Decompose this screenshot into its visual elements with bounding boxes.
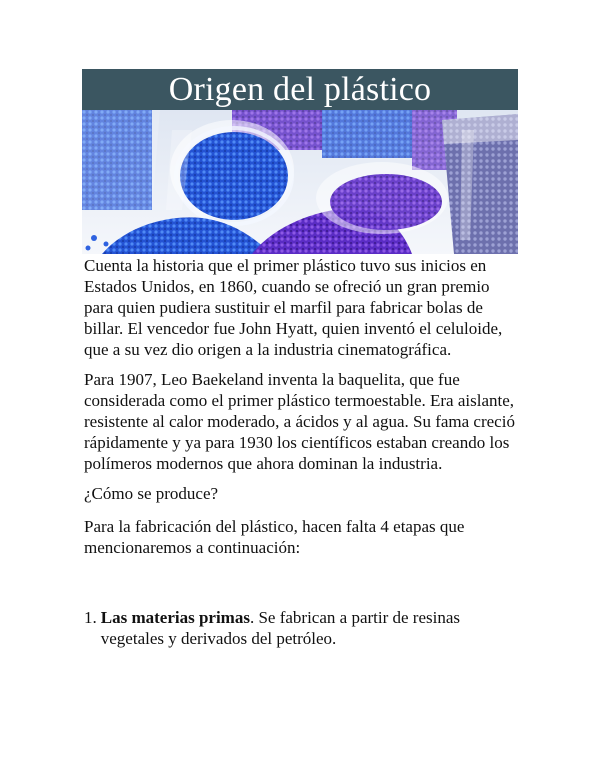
list-item (84, 607, 520, 649)
plastic-pellets-image (82, 110, 518, 254)
paragraph-history: Cuenta la historia que el primer plástico tuvo sus inicios en Estados Unidos, en 1860, cuando se ofreció un gran premio para quien pudiera sustituir el marfil para fabricar bolas de billar. El vencedor fue John Hyatt, quien inventó el celuloide, que a su vez dio origen a la industria cinematográfica. (84, 256, 503, 359)
section-question: ¿Cómo se produce? (84, 484, 219, 503)
paragraph-intro: Para la fabricación del plástico, hacen falta 4 etapas que mencionaremos a continuación: (84, 517, 465, 557)
title-banner (82, 69, 518, 110)
page-title: Origen del plástico (168, 71, 432, 108)
paragraph-bakelite: Para 1907, Leo Baekeland inventa la baquelita, que fue considerada como el primer plástico termoestable. Era aislante, resistente al calor moderado, a ácidos y al agua. Su fama creció rápidamente y ya para 1930 los científicos estaban creando los polímeros modernos que ahora dominan la industria. (84, 370, 515, 473)
steps-list (84, 607, 520, 649)
list-item-term: Las materias primas (100, 608, 250, 627)
spacer (84, 567, 520, 607)
list-item-number: 1. (84, 608, 97, 627)
article-body (84, 255, 520, 649)
hero-image (82, 110, 518, 254)
list-item-description: . Se fabrican a partir de resinas vegetales y derivados del petróleo. (100, 608, 461, 648)
